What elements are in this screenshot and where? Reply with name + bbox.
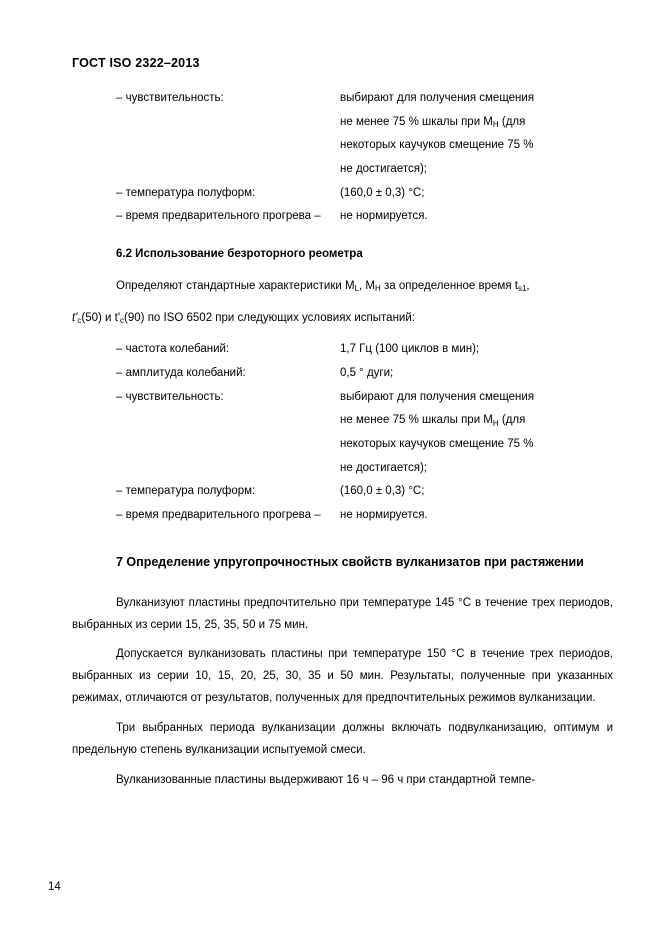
paragraph: Допускается вулканизовать пластины при температуре 150 °С в течение трех периодов, выбранных из серии 10, 15, 20, 25, 30, 35 и 50 мин. Результаты, полученные при указанных режимах, отличаются от результатов, полученных для предпочтительных режимов вулканизации. <box>72 648 613 705</box>
definition-term: – время предварительного прогрева – <box>116 509 321 522</box>
definition-term: – чувствительность: <box>116 92 224 104</box>
definition-row <box>72 208 613 225</box>
subscript-c: c <box>120 316 125 326</box>
definition-row <box>72 507 613 524</box>
definition-value-continued <box>340 114 613 131</box>
definition-value: не нормируется. <box>340 210 428 223</box>
row-spacer <box>72 436 340 453</box>
row-spacer <box>72 412 340 429</box>
row-spacer <box>72 114 340 131</box>
definition-value-continued: некоторых каучуков смещение 75 % <box>340 139 534 152</box>
definition-value: 1,7 Гц (100 циклов в мин); <box>340 343 480 356</box>
row-spacer <box>72 161 340 178</box>
definition-row <box>72 341 613 358</box>
definition-term: – температура полуформ: <box>116 485 256 498</box>
definition-term: – чувствительность: <box>116 390 224 403</box>
subsection-62-paragraph <box>72 276 613 298</box>
definition-value: выбирают для получения смещения <box>340 92 535 104</box>
subscript-h: Н <box>375 284 381 294</box>
subsection-62-title: 6.2 Использование безроторного реометра <box>116 248 363 261</box>
subscript-h: Н <box>492 418 499 428</box>
definition-value: (160,0 ± 0,3) °С; <box>340 186 425 199</box>
subsection-62-paragraph-line2 <box>72 308 613 330</box>
definition-value-continued: некоторых каучуков смещение 75 % <box>340 438 534 451</box>
definition-value-continued <box>340 412 613 429</box>
definition-continuation-row <box>72 436 613 453</box>
continuation-text: не менее 75 % шкалы при M <box>340 414 493 427</box>
section-7-title: 7 Определение упругопрочностных свойств вулканизатов при растяжении <box>116 554 584 569</box>
page-header: ГОСТ ISO 2322–2013 <box>72 56 200 70</box>
definition-continuation-row <box>72 460 613 477</box>
definition-term: – амплитуда колебаний: <box>116 367 246 380</box>
page-number: 14 <box>48 881 61 893</box>
paragraph-comma: , <box>526 279 530 292</box>
definition-term: – температура полуформ: <box>116 186 256 199</box>
symbol-t-prime: t' <box>72 311 78 324</box>
definition-term: – частота колебаний: <box>116 343 230 356</box>
row-spacer <box>72 137 340 154</box>
definition-row <box>72 185 613 202</box>
definition-value-continued: не достигается); <box>340 163 427 176</box>
row-spacer <box>72 460 340 477</box>
page-content <box>72 90 613 792</box>
paragraph-text-mid: , M <box>359 279 375 292</box>
subscript-h: Н <box>492 120 499 130</box>
definition-value-continued: не достигается); <box>340 461 427 474</box>
paragraph: Вулканизованные пластины выдерживают 16 ч – 96 ч при стандартной темпе- <box>116 773 536 786</box>
paragraph-text-mid2: за определенное время t <box>380 279 518 292</box>
definition-row <box>72 389 613 406</box>
definition-continuation-row <box>72 161 613 178</box>
section-7-body <box>72 593 613 792</box>
definition-continuation-row <box>72 137 613 154</box>
definition-term: – время предварительного прогрева – <box>116 210 321 223</box>
definition-value: 0,5 ° дуги; <box>340 367 394 380</box>
subscript-c: c <box>77 316 82 326</box>
definition-row <box>72 365 613 382</box>
definition-continuation-row <box>72 412 613 429</box>
subscript-s1: s1 <box>517 284 527 294</box>
paragraph: Три выбранных периода вулканизации должны включать подвулканизацию, оптимум и предельную степень вулканизации испытуемой смеси. <box>72 721 613 756</box>
paragraph: Вулканизуют пластины предпочтительно при температуре 145 °С в течение трех периодов, выбранных из серии 15, 25, 35, 50 и 75 мин. <box>72 596 613 631</box>
definition-value: выбирают для получения смещения <box>340 390 535 403</box>
definition-block-first <box>72 90 613 225</box>
definition-continuation-row <box>72 114 613 131</box>
paragraph-text-c: (90) по ISO 6502 при следующих условиях испытаний: <box>124 311 415 324</box>
continuation-text: не менее 75 % шкалы при M <box>340 115 493 128</box>
definition-block-second <box>72 341 613 523</box>
continuation-tail: (для <box>498 414 526 427</box>
definition-value: не нормируется. <box>340 509 428 522</box>
subscript-l: L <box>354 284 360 294</box>
definition-value: (160,0 ± 0,3) °С; <box>340 485 425 498</box>
continuation-tail: (для <box>498 115 526 128</box>
definition-row <box>72 483 613 500</box>
definition-row <box>72 90 613 107</box>
paragraph-text-lead: Определяют стандартные характеристики M <box>116 279 355 292</box>
paragraph-text-b: (50) и t' <box>81 311 121 324</box>
